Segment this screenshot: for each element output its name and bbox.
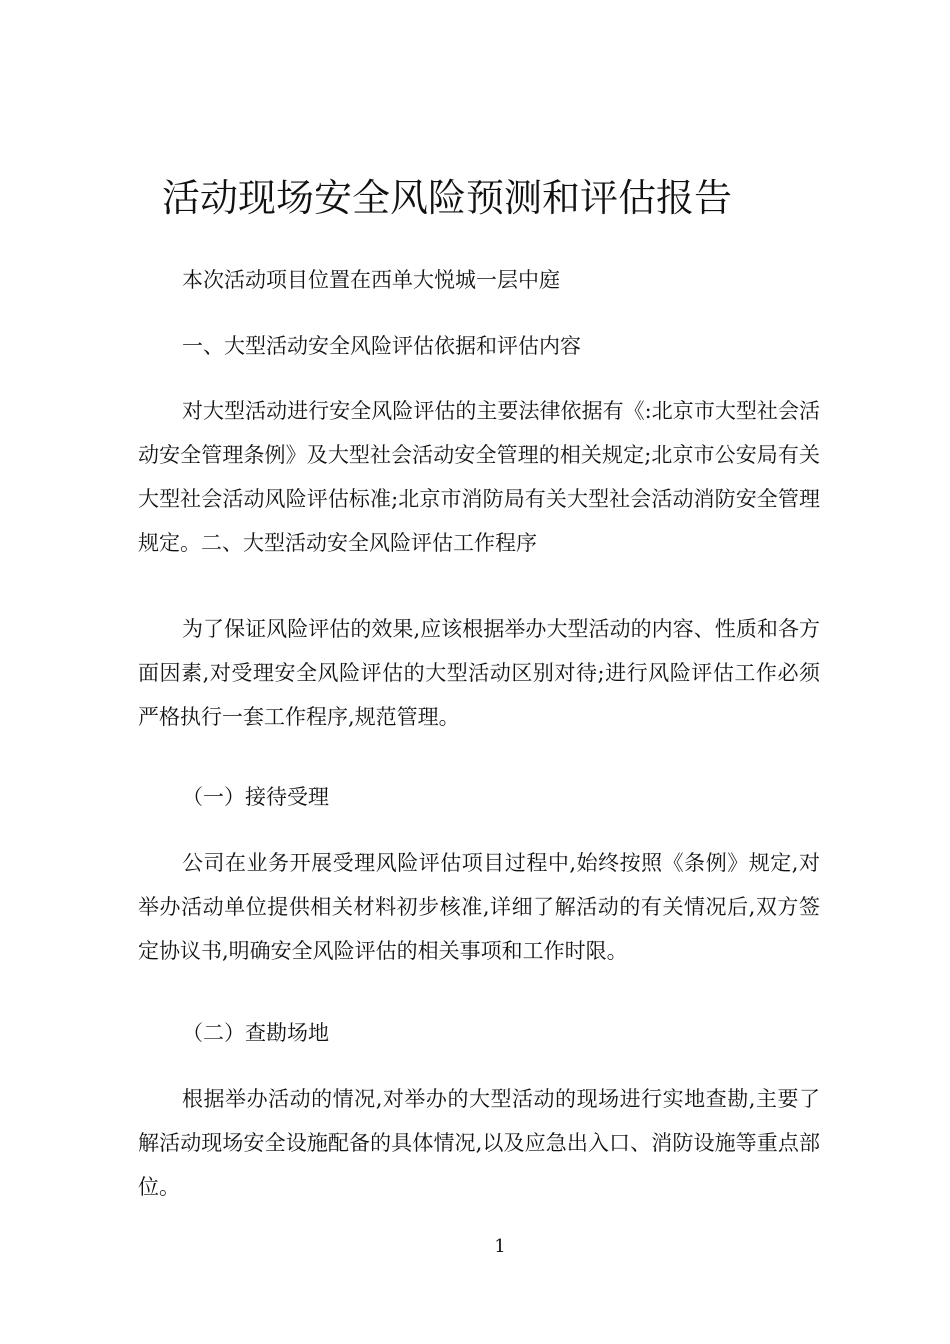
paragraph-legal-basis: 对大型活动进行安全风险评估的主要法律依据有《:北京市大型社会活动安全管理条例》及大型社会活动安全管理的相关规定;北京市公安局有关大型社会活动风险评估标准;北京市消防局有关大型社会活动消防安全管理规定。二、大型活动安全风险评估工作程序 bbox=[138, 399, 820, 555]
paragraph-assessment-effect: 为了保证风险评估的效果,应该根据举办大型活动的内容、性质和各方面因素,对受理安全风险评估的大型活动区别对待;进行风险评估工作必须严格执行一套工作程序,规范管理。 bbox=[138, 617, 820, 729]
heading-assessment-basis: 一、大型活动安全风险评估依据和评估内容 bbox=[182, 334, 581, 358]
paragraph-project-location: 本次活动项目位置在西单大悦城一层中庭 bbox=[182, 268, 560, 292]
paragraph-reception: 公司在业务开展受理风险评估项目过程中,始终按照《条例》规定,对举办活动单位提供相关材料初步核准,详细了解活动的有关情况后,双方签定协议书,明确安全风险评估的相关事项和工作时限。 bbox=[138, 851, 820, 963]
paragraph-site-survey: 根据举办活动的情况,对举办的大型活动的现场进行实地查勘,主要了解活动现场安全设施配备的具体情况,以及应急出入口、消防设施等重点部位。 bbox=[138, 1087, 820, 1199]
heading-site-survey: （二）查勘场地 bbox=[182, 1021, 329, 1045]
document-title: 活动现场安全风险预测和评估报告 bbox=[162, 176, 733, 220]
heading-reception: （一）接待受理 bbox=[182, 785, 329, 809]
page-number: 1 bbox=[494, 1236, 506, 1257]
